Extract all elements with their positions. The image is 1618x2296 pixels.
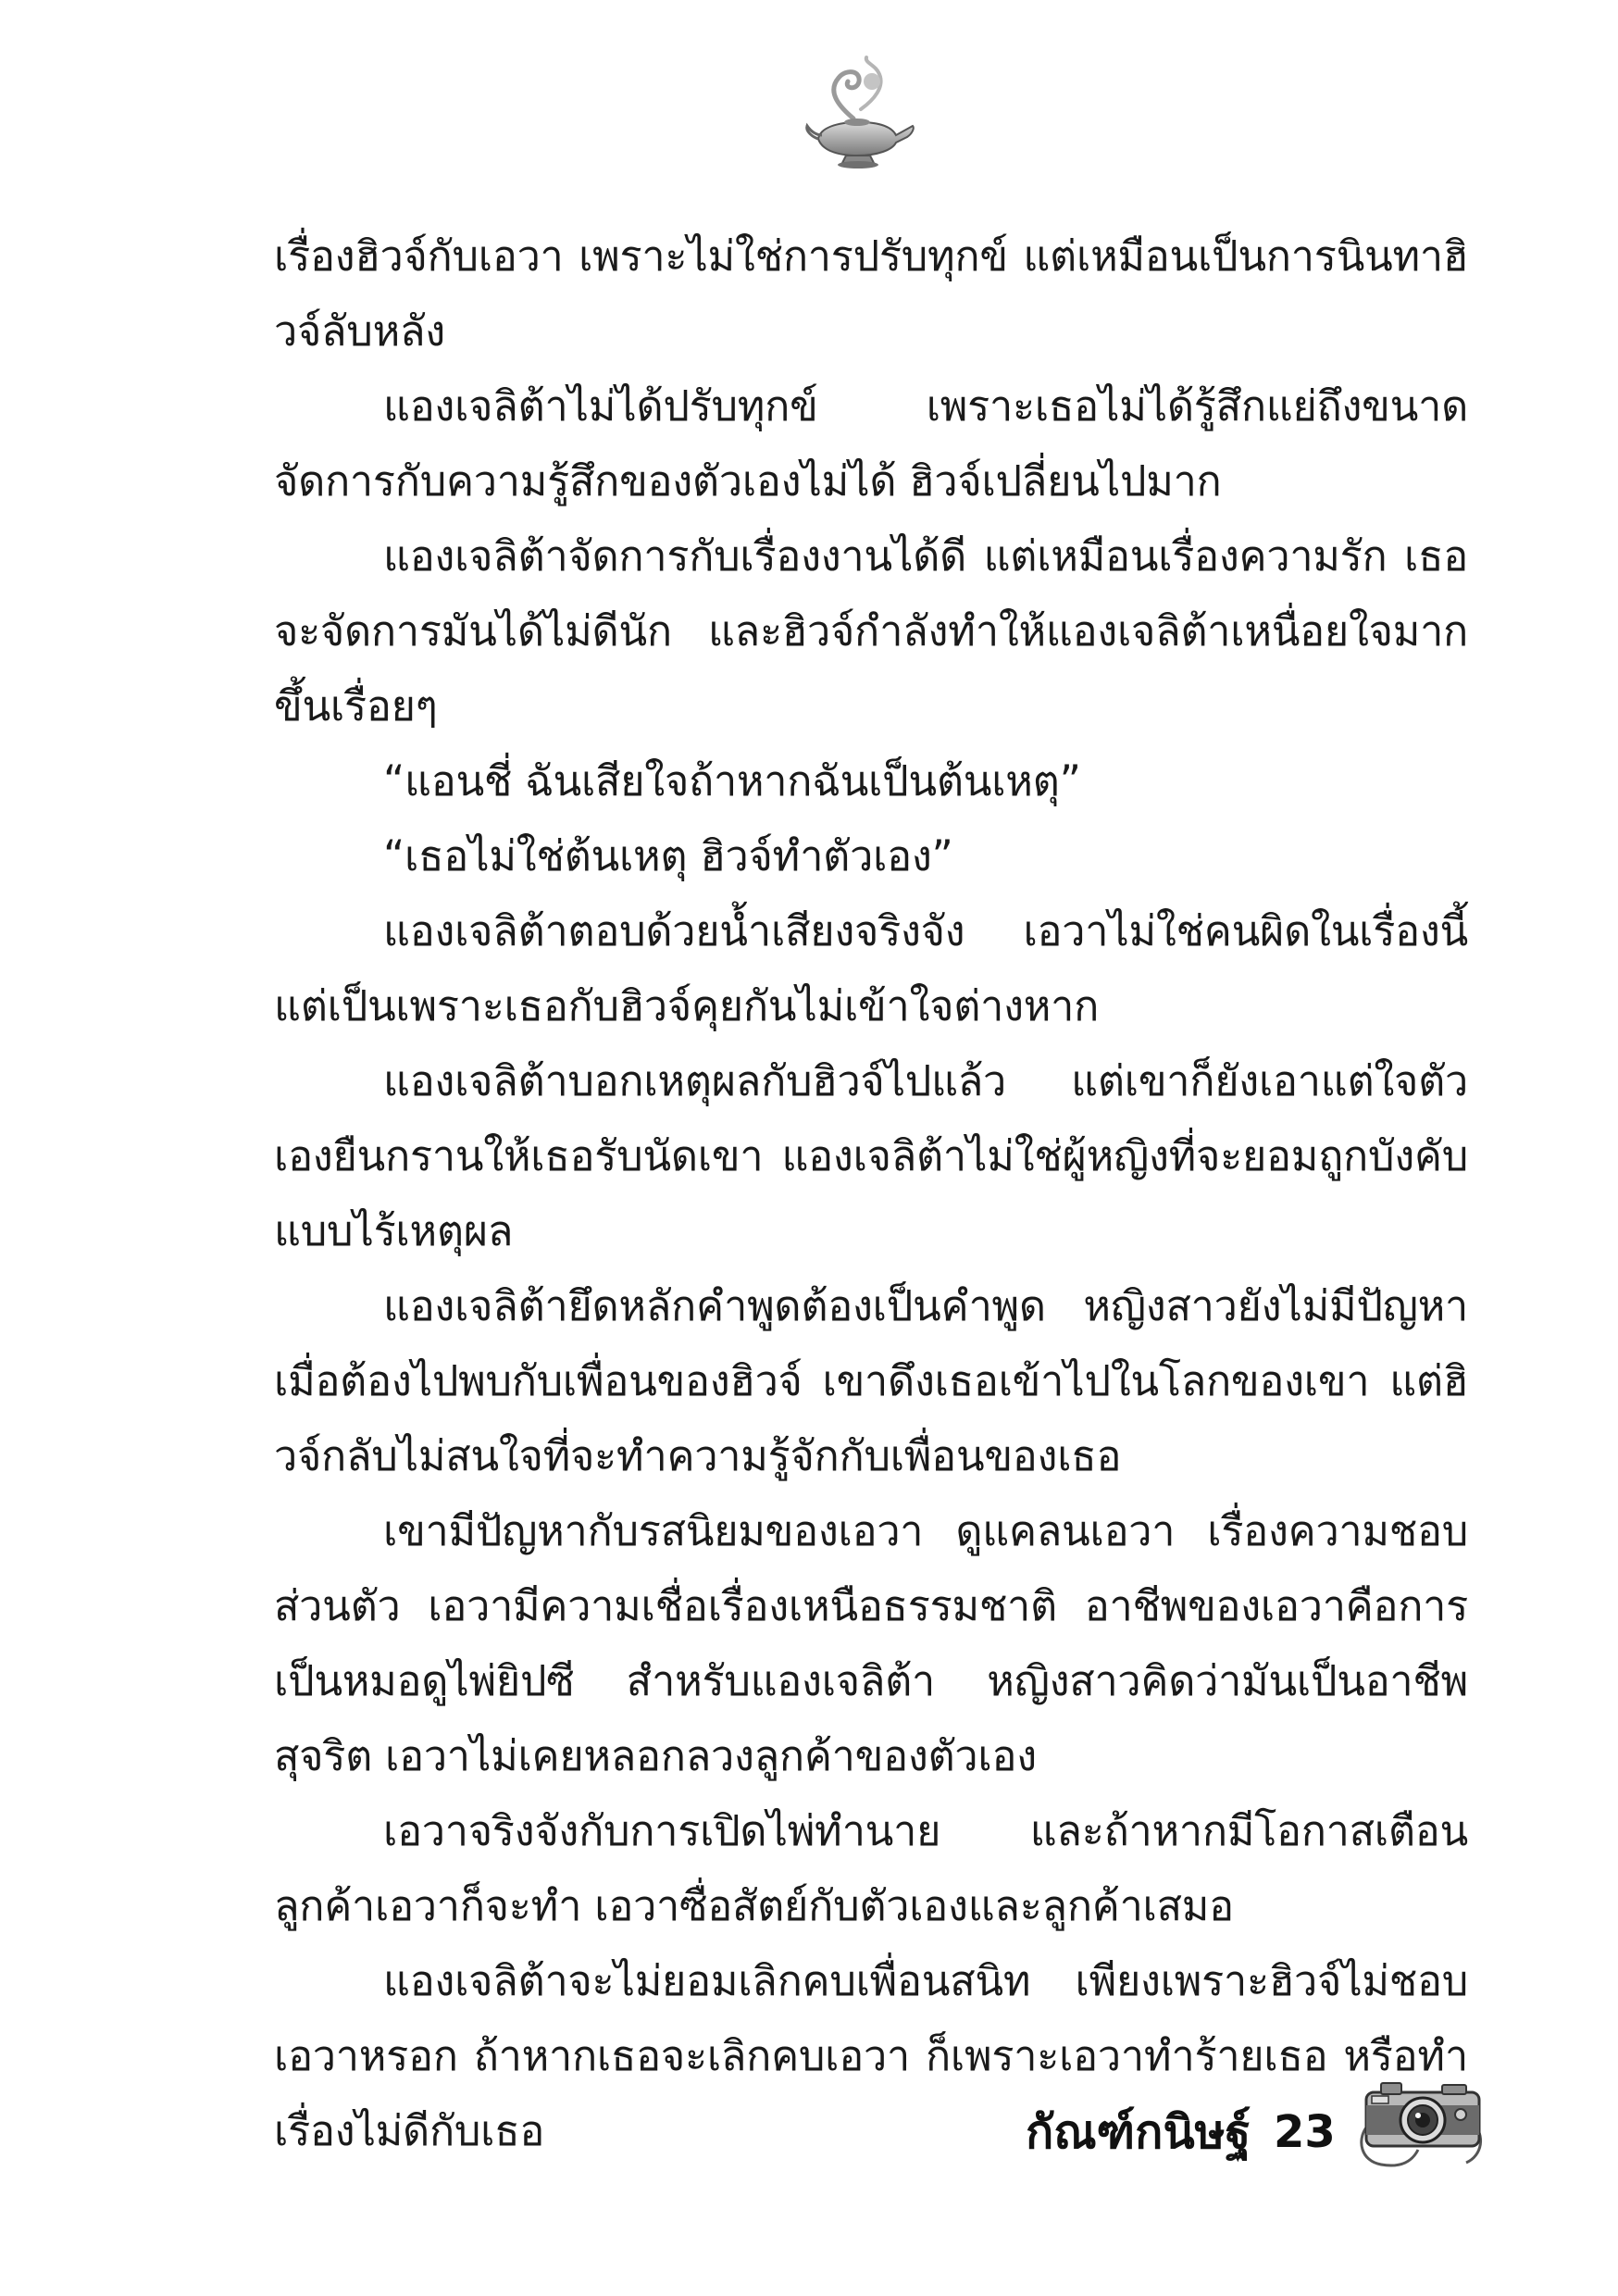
body-text <box>274 218 1468 2168</box>
footer-author-title: กัณฑ์กนิษฐ์ <box>1026 2105 1251 2159</box>
paragraph: เอวาจริงจังกับการเปิดไพ่ทำนาย และถ้าหากมีโอกาสเตือนลูกค้าเอวาก็จะทำ เอวาซื่อสัตย์กับตัวเองและลูกค้าเสมอ <box>274 1806 1468 1930</box>
page-number: 23 <box>1274 2106 1336 2158</box>
paragraph: แองเจลิต้ายึดหลักคำพูดต้องเป็นคำพูด หญิงสาวยังไม่มีปัญหาเมื่อต้องไปพบกับเพื่อนของฮิวจ์ เขาดึงเธอเข้าไปในโลกของเขา แต่ฮิวจ์กลับไม่สนใจที่จะทำความรู้จักกับเพื่อนของเธอ <box>274 1281 1468 1480</box>
paragraph: แองเจลิต้าบอกเหตุผลกับฮิวจ์ไปแล้ว แต่เขาก็ยังเอาแต่ใจตัวเองยืนกรานให้เธอรับนัดเขา แองเจลิต้าไม่ใช่ผู้หญิงที่จะยอมถูกบังคับแบบไร้เหตุผล <box>274 1056 1468 1255</box>
dialogue-line: “แอนชี่ ฉันเสียใจถ้าหากฉันเป็นต้นเหตุ” <box>383 756 1081 805</box>
paragraph: แองเจลิต้าตอบด้วยน้ำเสียงจริงจัง เอวาไม่ใช่คนผิดในเรื่องนี้แต่เป็นเพราะเธอกับฮิวจ์คุยกันไม่เข้าใจต่างหาก <box>274 906 1468 1030</box>
magic-lamp-icon <box>800 54 920 174</box>
paragraph: แองเจลิต้าจัดการกับเรื่องงานได้ดี แต่เหมือนเรื่องความรัก เธอจะจัดการมันได้ไม่ดีนัก และฮิวจ์กำลังทำให้แองเจลิต้าเหนื่อยใจมากขึ้นเรื่อยๆ <box>274 531 1468 730</box>
paragraph: เรื่องฮิวจ์กับเอวา เพราะไม่ใช่การปรับทุกข์ แต่เหมือนเป็นการนินทาฮิวจ์ลับหลัง <box>274 231 1468 356</box>
paragraph: เขามีปัญหากับรสนิยมของเอวา ดูแคลนเอวา เรื่องความชอบส่วนตัว เอวามีความเชื่อเรื่องเหนือธรรมชาติ อาชีพของเอวาคือการเป็นหมอดูไพ่ยิปซี สำหรับแองเจลิต้า หญิงสาวคิดว่ามันเป็นอาชีพสุจริต เอวาไม่เคยหลอกลวงลูกค้าของตัวเอง <box>274 1506 1468 1780</box>
camera-icon <box>1353 2072 1492 2174</box>
paragraph: แองเจลิต้าไม่ได้ปรับทุกข์ เพราะเธอไม่ได้รู้สึกแย่ถึงขนาดจัดการกับความรู้สึกของตัวเองไม่ได้ ฮิวจ์เปลี่ยนไปมาก <box>274 381 1468 505</box>
dialogue-line: “เธอไม่ใช่ต้นเหตุ ฮิวจ์ทำตัวเอง” <box>383 831 953 880</box>
paragraph: แองเจลิต้าจะไม่ยอมเลิกคบเพื่อนสนิท เพียงเพราะฮิวจ์ไม่ชอบเอวาหรอก ถ้าหากเธอจะเลิกคบเอวา ก็เพราะเอวาทำร้ายเธอ หรือทำเรื่องไม่ดีกับเธอ <box>274 1956 1468 2155</box>
